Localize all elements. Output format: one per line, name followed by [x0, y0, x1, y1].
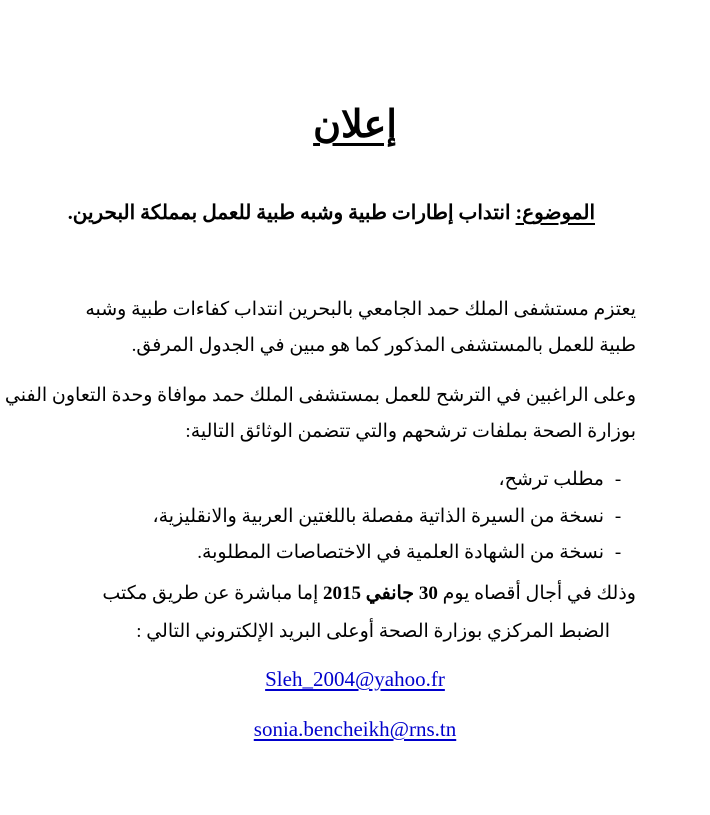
subject-text: انتداب إطارات طبية وشبه طبية للعمل بمملكة البحرين.: [67, 202, 516, 224]
list-item: [498, 468, 632, 491]
page-title-text: إعلان: [313, 104, 397, 146]
paragraph-1-line-2: طبية للعمل بالمستشفى المذكور كما هو مبين في الجدول المرفق.: [131, 335, 636, 356]
list-item-text: نسخة من السيرة الذاتية مفصلة باللغتين العربية والانقليزية،: [152, 506, 604, 527]
deadline-suffix: إما مباشرة عن طريق مكتب: [102, 583, 324, 604]
subject-line: [68, 200, 595, 225]
paragraph-3-line-1: [102, 576, 636, 612]
paragraph-2-line-2: بوزارة الصحة بملفات ترشحهم والتي تتضمن الوثائق التالية:: [185, 421, 636, 442]
paragraph-2-line-1: وعلى الراغبين في الترشح للعمل بمستشفى الملك حمد موافاة وحدة التعاون الفني: [4, 385, 636, 406]
list-item-text: نسخة من الشهادة العلمية في الاختصاصات المطلوبة.: [197, 542, 604, 563]
list-item: [152, 505, 632, 528]
subject-label: الموضوع:: [515, 202, 595, 224]
bullet-marker: -: [614, 469, 622, 490]
list-item-text: مطلب ترشح،: [498, 469, 604, 490]
page-title: [0, 102, 710, 147]
paragraph-3-line-2: الضبط المركزي بوزارة الصحة أوعلى البريد الإلكتروني التالي :: [136, 621, 610, 642]
email-link-2[interactable]: sonia.bencheikh@rns.tn: [253, 717, 457, 741]
email-link-1[interactable]: Sleh_2004@yahoo.fr: [265, 667, 445, 691]
list-item: [197, 541, 632, 564]
deadline-date: 30 جانفي 2015: [323, 583, 438, 604]
bullet-marker: -: [614, 506, 622, 527]
paragraph-1-line-1: يعتزم مستشفى الملك حمد الجامعي بالبحرين انتداب كفاءات طبية وشبه: [85, 299, 636, 320]
bullet-marker: -: [614, 542, 622, 563]
deadline-prefix: وذلك في أجال أقصاه يوم: [437, 583, 636, 604]
